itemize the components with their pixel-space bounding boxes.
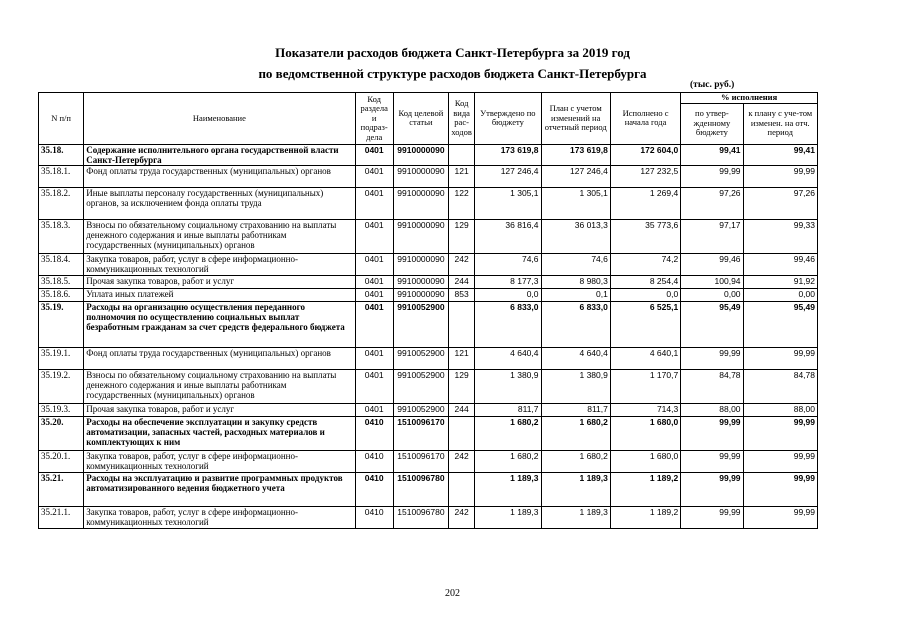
table-row — [39, 472, 818, 506]
pct-plan-value: 99,33 — [743, 219, 817, 253]
target-code: 9910000090 — [393, 219, 448, 253]
section-code: 0401 — [355, 403, 393, 416]
kind-code: 244 — [449, 275, 475, 288]
pct-approved-value: 97,17 — [681, 219, 743, 253]
pct-plan-value: 0,00 — [743, 288, 817, 301]
target-code: 9910000090 — [393, 288, 448, 301]
section-code: 0401 — [355, 187, 393, 219]
target-code: 9910000090 — [393, 144, 448, 165]
approved-value: 811,7 — [475, 403, 541, 416]
table-row — [39, 288, 818, 301]
header-kind-code: Код вида рас-ходов — [449, 93, 475, 145]
kind-code: 244 — [449, 403, 475, 416]
pct-plan-value: 84,78 — [743, 369, 817, 403]
executed-value: 1 189,2 — [610, 506, 680, 528]
section-code: 0401 — [355, 253, 393, 275]
pct-approved-value: 84,78 — [681, 369, 743, 403]
target-code: 9910000090 — [393, 253, 448, 275]
table-row — [39, 275, 818, 288]
header-executed: Исполнено с начала года — [610, 93, 680, 145]
row-name: Расходы на организацию осуществления переданного полномочия по осуществлению социальных выплат безработным гражданам за счет средств федерального бюджета — [84, 301, 355, 347]
kind-code: 129 — [449, 369, 475, 403]
approved-value: 4 640,4 — [475, 347, 541, 369]
table-body — [39, 144, 818, 528]
pct-plan-value: 99,99 — [743, 450, 817, 472]
row-number: 35.21.1. — [39, 506, 84, 528]
header-section-code: Код раздела и подраз-дела — [355, 93, 393, 145]
row-name: Закупка товаров, работ, услуг в сфере информационно-коммуникационных технологий — [84, 253, 355, 275]
plan-value: 74,6 — [541, 253, 610, 275]
row-name: Уплата иных платежей — [84, 288, 355, 301]
pct-approved-value: 99,99 — [681, 472, 743, 506]
pct-plan-value: 95,49 — [743, 301, 817, 347]
row-number: 35.19.1. — [39, 347, 84, 369]
plan-value: 1 305,1 — [541, 187, 610, 219]
section-code: 0410 — [355, 506, 393, 528]
approved-value: 74,6 — [475, 253, 541, 275]
table-header — [39, 93, 818, 145]
header-percent-group: % исполнения — [681, 93, 818, 104]
executed-value: 1 189,2 — [610, 472, 680, 506]
header-approved: Утверждено по бюджету — [475, 93, 541, 145]
pct-approved-value: 97,26 — [681, 187, 743, 219]
section-code: 0401 — [355, 165, 393, 187]
row-number: 35.18.4. — [39, 253, 84, 275]
header-name: Наименование — [84, 93, 355, 145]
plan-value: 811,7 — [541, 403, 610, 416]
table-row — [39, 219, 818, 253]
executed-value: 1 170,7 — [610, 369, 680, 403]
row-number: 35.18.6. — [39, 288, 84, 301]
target-code: 9910000090 — [393, 275, 448, 288]
executed-value: 127 232,5 — [610, 165, 680, 187]
report-title: Показатели расходов бюджета Санкт-Петербурга за 2019 год — [275, 45, 630, 60]
kind-code: 122 — [449, 187, 475, 219]
table-row — [39, 450, 818, 472]
pct-plan-value: 99,99 — [743, 416, 817, 450]
approved-value: 1 680,2 — [475, 450, 541, 472]
row-name: Иные выплаты персоналу государственных (муниципальных) органов, за исключением фонда оплаты труда — [84, 187, 355, 219]
section-code: 0401 — [355, 144, 393, 165]
table-row — [39, 165, 818, 187]
pct-plan-value: 97,26 — [743, 187, 817, 219]
target-code: 1510096170 — [393, 416, 448, 450]
header-pct-plan: к плану с уче-том изменен. на отч. период — [743, 103, 817, 144]
row-number: 35.20. — [39, 416, 84, 450]
executed-value: 714,3 — [610, 403, 680, 416]
plan-value: 1 189,3 — [541, 472, 610, 506]
approved-value: 1 380,9 — [475, 369, 541, 403]
table-row — [39, 253, 818, 275]
pct-approved-value: 95,49 — [681, 301, 743, 347]
target-code: 9910000090 — [393, 187, 448, 219]
kind-code — [449, 144, 475, 165]
plan-value: 127 246,4 — [541, 165, 610, 187]
kind-code: 121 — [449, 165, 475, 187]
units-label: (тыс. руб.) — [690, 80, 735, 90]
pct-plan-value: 99,46 — [743, 253, 817, 275]
pct-approved-value: 99,46 — [681, 253, 743, 275]
header-pct-approved: по утвер-жденному бюджету — [681, 103, 743, 144]
header-target-code: Код целевой статьи — [393, 93, 448, 145]
pct-plan-value: 99,99 — [743, 347, 817, 369]
plan-value: 36 013,3 — [541, 219, 610, 253]
kind-code: 853 — [449, 288, 475, 301]
executed-value: 4 640,1 — [610, 347, 680, 369]
section-code: 0401 — [355, 288, 393, 301]
approved-value: 0,0 — [475, 288, 541, 301]
kind-code — [449, 416, 475, 450]
table-row — [39, 416, 818, 450]
plan-value: 1 380,9 — [541, 369, 610, 403]
table-row — [39, 347, 818, 369]
kind-code: 242 — [449, 450, 475, 472]
target-code: 1510096780 — [393, 506, 448, 528]
plan-value: 173 619,8 — [541, 144, 610, 165]
row-number: 35.19.3. — [39, 403, 84, 416]
table-row — [39, 144, 818, 165]
plan-value: 8 980,3 — [541, 275, 610, 288]
section-code: 0410 — [355, 472, 393, 506]
kind-code — [449, 472, 475, 506]
section-code: 0401 — [355, 369, 393, 403]
approved-value: 8 177,3 — [475, 275, 541, 288]
approved-value: 36 816,4 — [475, 219, 541, 253]
section-code: 0401 — [355, 301, 393, 347]
row-name: Закупка товаров, работ, услуг в сфере информационно-коммуникационных технологий — [84, 450, 355, 472]
row-name: Взносы по обязательному социальному страхованию на выплаты денежного содержания и иные выплаты работникам государственных (муниципальных) органов — [84, 219, 355, 253]
row-number: 35.21. — [39, 472, 84, 506]
pct-approved-value: 99,99 — [681, 450, 743, 472]
pct-plan-value: 99,41 — [743, 144, 817, 165]
header-plan: План с учетом изменений на отчетный период — [541, 93, 610, 145]
row-number: 35.18.5. — [39, 275, 84, 288]
pct-approved-value: 99,99 — [681, 165, 743, 187]
executed-value: 1 269,4 — [610, 187, 680, 219]
row-number: 35.18.1. — [39, 165, 84, 187]
page-number: 202 — [445, 588, 460, 599]
table-row — [39, 506, 818, 528]
table-row — [39, 403, 818, 416]
executed-value: 35 773,6 — [610, 219, 680, 253]
row-number: 35.19.2. — [39, 369, 84, 403]
kind-code: 129 — [449, 219, 475, 253]
section-code: 0401 — [355, 275, 393, 288]
approved-value: 1 189,3 — [475, 506, 541, 528]
section-code: 0401 — [355, 347, 393, 369]
approved-value: 127 246,4 — [475, 165, 541, 187]
section-code: 0410 — [355, 416, 393, 450]
pct-plan-value: 99,99 — [743, 506, 817, 528]
plan-value: 6 833,0 — [541, 301, 610, 347]
row-name: Прочая закупка товаров, работ и услуг — [84, 275, 355, 288]
approved-value: 1 189,3 — [475, 472, 541, 506]
pct-approved-value: 99,99 — [681, 416, 743, 450]
pct-plan-value: 99,99 — [743, 165, 817, 187]
kind-code: 242 — [449, 506, 475, 528]
row-number: 35.19. — [39, 301, 84, 347]
executed-value: 1 680,0 — [610, 450, 680, 472]
row-number: 35.20.1. — [39, 450, 84, 472]
approved-value: 1 680,2 — [475, 416, 541, 450]
row-name: Фонд оплаты труда государственных (муниципальных) органов — [84, 165, 355, 187]
approved-value: 173 619,8 — [475, 144, 541, 165]
pct-approved-value: 99,99 — [681, 347, 743, 369]
executed-value: 1 680,0 — [610, 416, 680, 450]
plan-value: 1 680,2 — [541, 450, 610, 472]
target-code: 1510096170 — [393, 450, 448, 472]
target-code: 9910052900 — [393, 369, 448, 403]
executed-value: 74,2 — [610, 253, 680, 275]
row-number: 35.18.2. — [39, 187, 84, 219]
pct-plan-value: 88,00 — [743, 403, 817, 416]
section-code: 0401 — [355, 219, 393, 253]
pct-approved-value: 99,99 — [681, 506, 743, 528]
approved-value: 1 305,1 — [475, 187, 541, 219]
plan-value: 1 680,2 — [541, 416, 610, 450]
row-number: 35.18. — [39, 144, 84, 165]
executed-value: 0,0 — [610, 288, 680, 301]
approved-value: 6 833,0 — [475, 301, 541, 347]
row-name: Прочая закупка товаров, работ и услуг — [84, 403, 355, 416]
pct-plan-value: 99,99 — [743, 472, 817, 506]
row-name: Расходы на эксплуатацию и развитие программных продуктов автоматизированного ведения бюджетного учета — [84, 472, 355, 506]
section-code: 0410 — [355, 450, 393, 472]
target-code: 1510096780 — [393, 472, 448, 506]
row-name: Расходы на обеспечение эксплуатации и закупку средств автоматизации, запасных частей, расходных материалов и комплектующих к ним — [84, 416, 355, 450]
kind-code: 121 — [449, 347, 475, 369]
target-code: 9910000090 — [393, 165, 448, 187]
plan-value: 0,1 — [541, 288, 610, 301]
executed-value: 6 525,1 — [610, 301, 680, 347]
kind-code — [449, 301, 475, 347]
row-name: Фонд оплаты труда государственных (муниципальных) органов — [84, 347, 355, 369]
table-row — [39, 301, 818, 347]
pct-approved-value: 100,94 — [681, 275, 743, 288]
executed-value: 8 254,4 — [610, 275, 680, 288]
pct-approved-value: 0,00 — [681, 288, 743, 301]
pct-approved-value: 99,41 — [681, 144, 743, 165]
pct-plan-value: 91,92 — [743, 275, 817, 288]
plan-value: 1 189,3 — [541, 506, 610, 528]
kind-code: 242 — [449, 253, 475, 275]
executed-value: 172 604,0 — [610, 144, 680, 165]
header-num: N п/п — [39, 93, 84, 145]
budget-table — [38, 92, 818, 529]
plan-value: 4 640,4 — [541, 347, 610, 369]
row-name: Содержание исполнительного органа государственной власти Санкт-Петербурга — [84, 144, 355, 165]
pct-approved-value: 88,00 — [681, 403, 743, 416]
row-name: Взносы по обязательному социальному страхованию на выплаты денежного содержания и иные выплаты работникам государственных (муниципальных) органов — [84, 369, 355, 403]
target-code: 9910052900 — [393, 301, 448, 347]
table-row — [39, 369, 818, 403]
report-subtitle: по ведомственной структуре расходов бюджета Санкт-Петербурга — [258, 66, 647, 81]
target-code: 9910052900 — [393, 347, 448, 369]
row-number: 35.18.3. — [39, 219, 84, 253]
table-row — [39, 187, 818, 219]
row-name: Закупка товаров, работ, услуг в сфере информационно-коммуникационных технологий — [84, 506, 355, 528]
target-code: 9910052900 — [393, 403, 448, 416]
